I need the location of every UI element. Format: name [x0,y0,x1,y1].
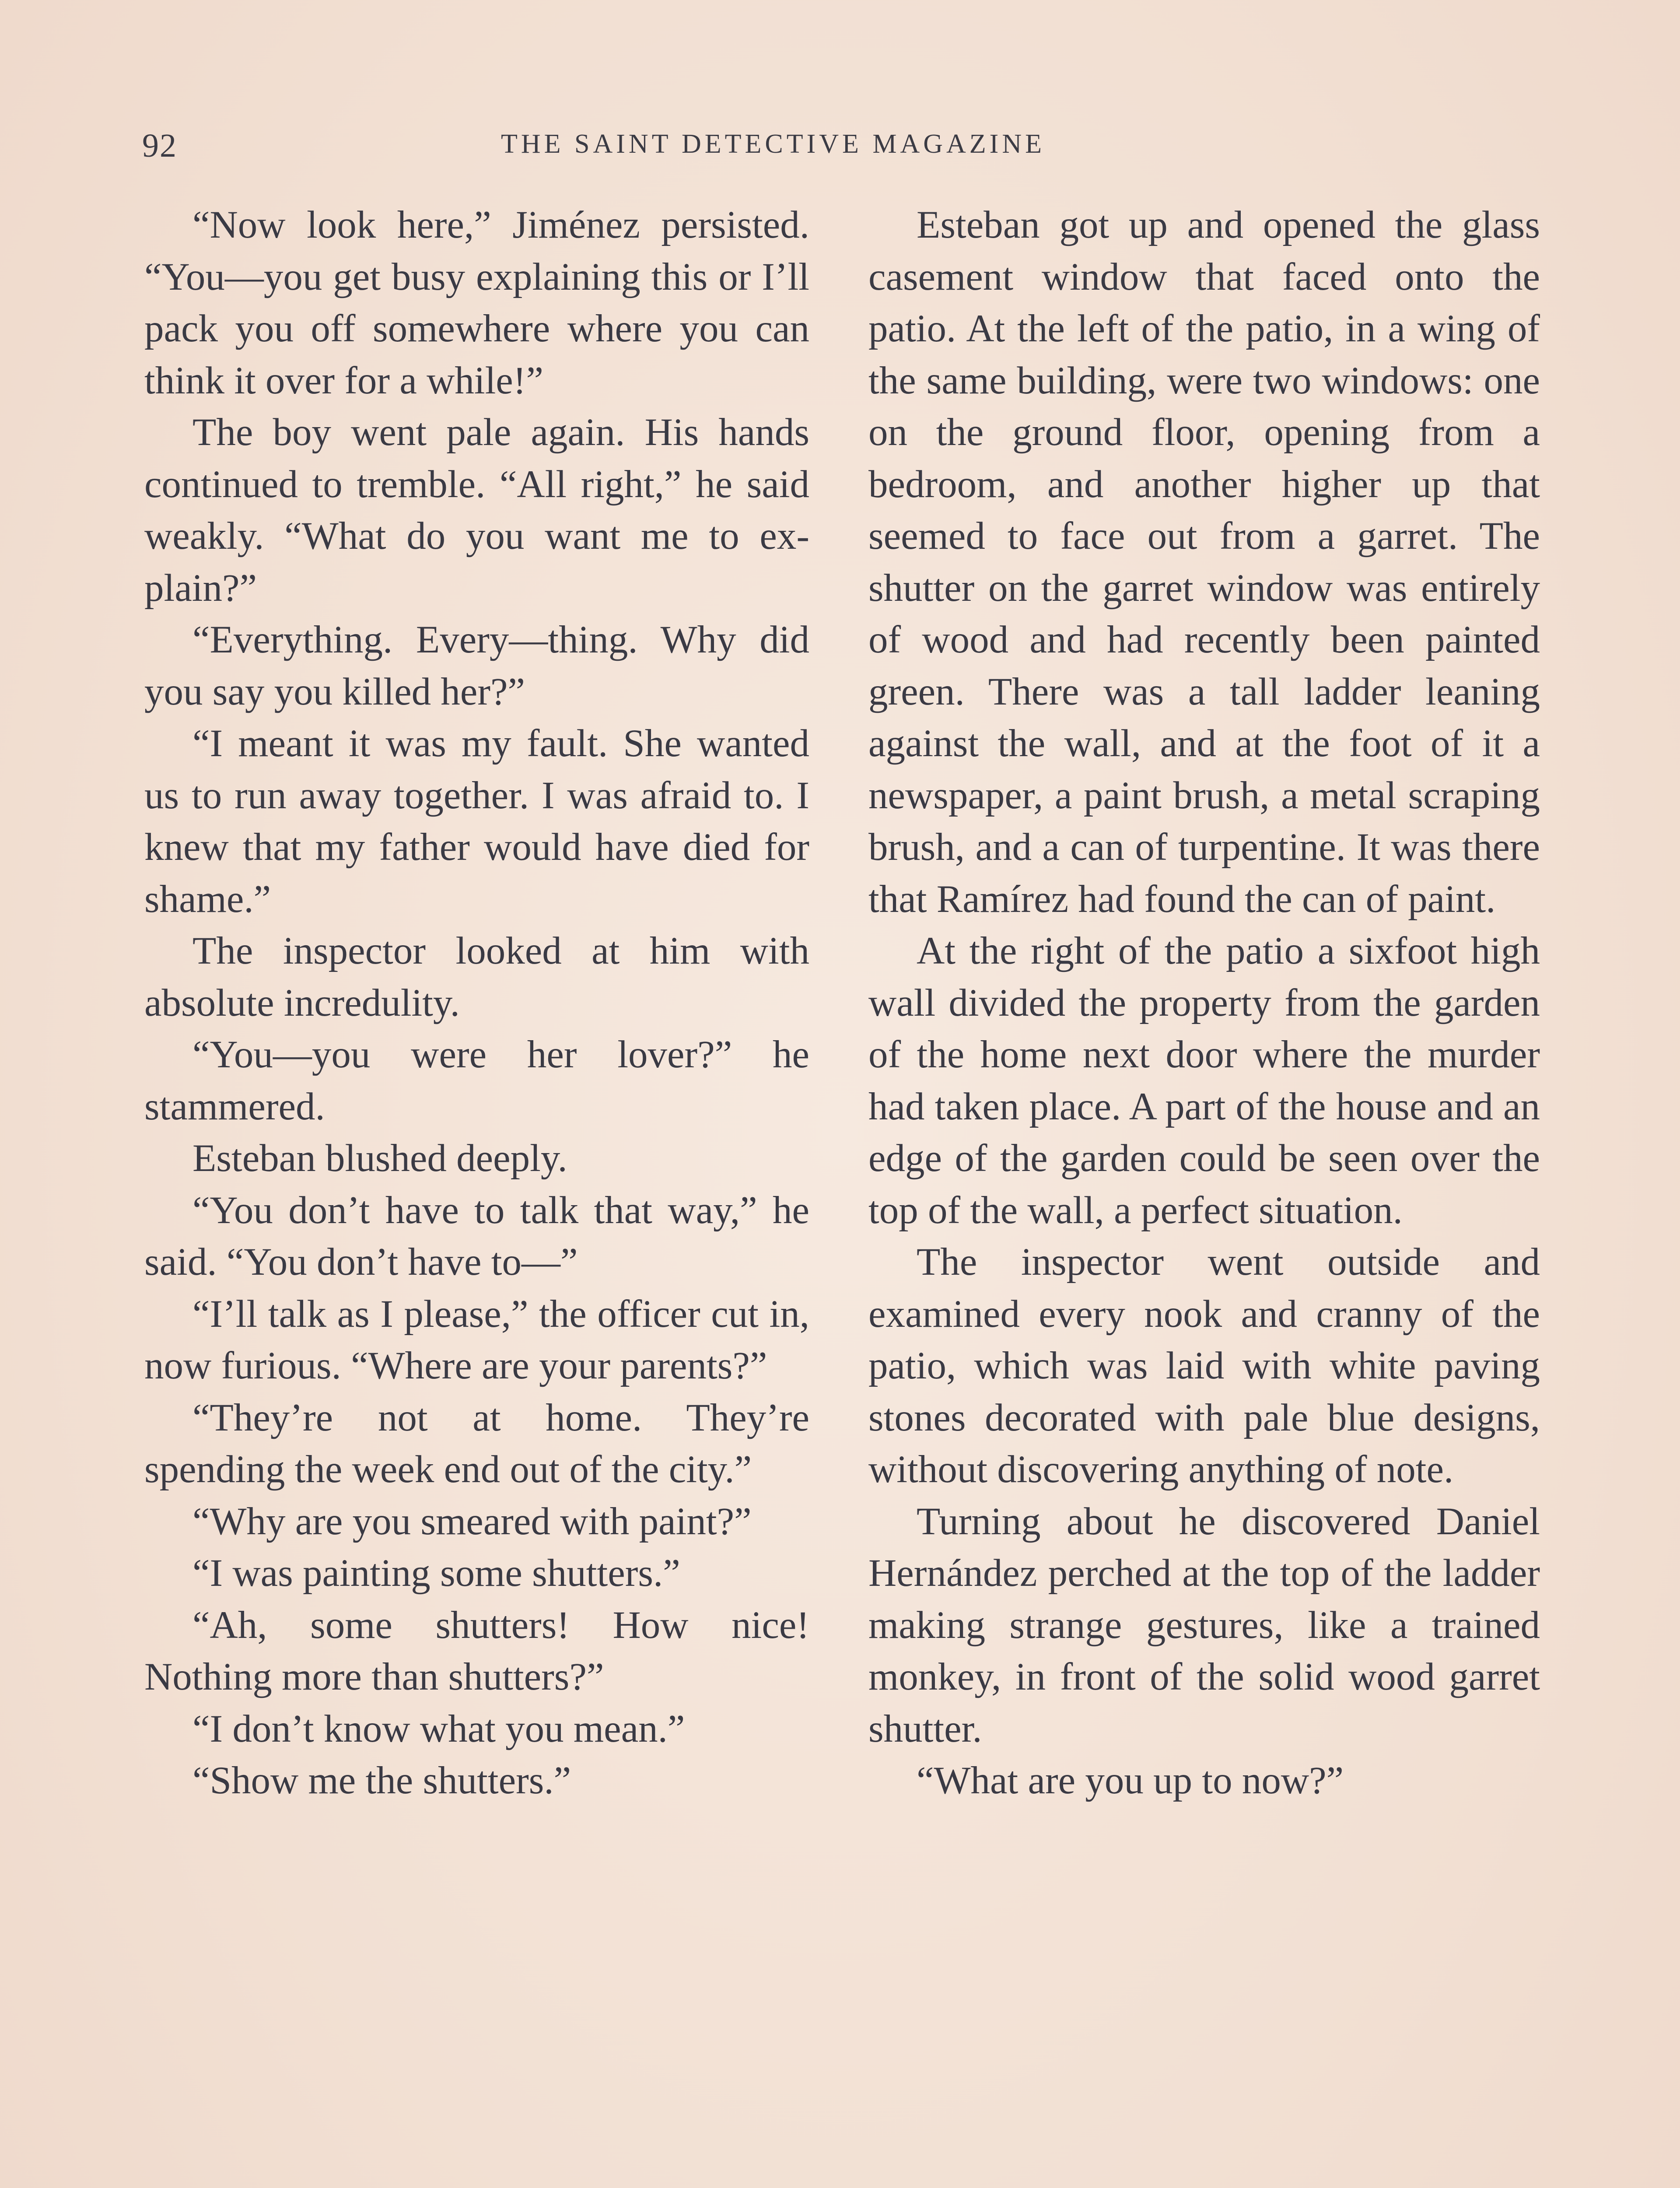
right-text-column [868,199,1540,1807]
paragraph: “They’re not at home. They’re spending the week end out of the city.” [144,1396,809,1491]
paragraph: “Why are you smeared with paint?” [192,1500,752,1543]
paragraph: “Show me the shutters.” [192,1759,571,1802]
paragraph: The inspector looked at him with absolute incredulity. [144,929,809,1024]
paragraph: “Now look here,” Jiménez persisted. “You—you get busy explaining this or I’ll pack you off somewhere where you can think it over for a while!” [144,203,809,402]
paragraph: The boy went pale again. His hands continued to tremble. “All right,” he said weakly. “What do you want me to explain?” [144,411,809,610]
paragraph: “Everything. Every—thing. Why did you say you killed her?” [144,618,809,713]
paragraph: “You don’t have to talk that way,” he said. “You don’t have to—” [144,1189,809,1283]
paragraph: “I don’t know what you mean.” [192,1707,685,1750]
paragraph: “I’ll talk as I please,” the officer cut in, now furious. “Where are your parents?” [144,1292,809,1387]
left-text-column [144,199,809,1807]
running-head: THE SAINT DETECTIVE MAGAZINE [501,129,1045,159]
page-header [142,127,1547,179]
paragraph: The inspector went outside and examined every nook and cranny of the patio, which was laid with white paving stones decorated with pale blue designs, without discovering anything of note. [868,1241,1540,1491]
paragraph: “I meant it was my fault. She wanted us to run away together. I was afraid to. I knew that my father would have died for shame.” [144,722,809,921]
paragraph: “You—you were her lover?” he stammered. [144,1033,809,1128]
paragraph: Esteban blushed deeply. [192,1137,567,1180]
paragraph: Esteban got up and opened the glass casement window that faced onto the patio. At the left of the patio, in a wing of the same building, were two windows: one on the ground floor, opening from a bedroom, and another higher up that seemed to face out from a garret. The shutter on the garret window was entirely of wood and had recently been painted green. There was a tall ladder leaning against the wall, and at the foot of it a newspaper, a paint brush, a metal scraping brush, and a can of turpentine. It was there that Ramírez had found the can of paint. [868,203,1540,921]
paragraph: Turning about he discovered Daniel Hernández perched at the top of the ladder making strange gestures, like a trained monkey, in front of the solid wood garret shutter. [868,1500,1540,1750]
paragraph: At the right of the patio a sixfoot high wall divided the property from the garden of the home next door where the murder had taken place. A part of the house and an edge of the garden could be seen over the top of the wall, a perfect situation. [868,929,1540,1232]
paragraph: “What are you up to now?” [917,1759,1344,1802]
paragraph: “Ah, some shutters! How nice! Nothing more than shutters?” [144,1603,809,1698]
paragraph: “I was painting some shutters.” [192,1552,680,1595]
page-number: 92 [142,127,177,164]
